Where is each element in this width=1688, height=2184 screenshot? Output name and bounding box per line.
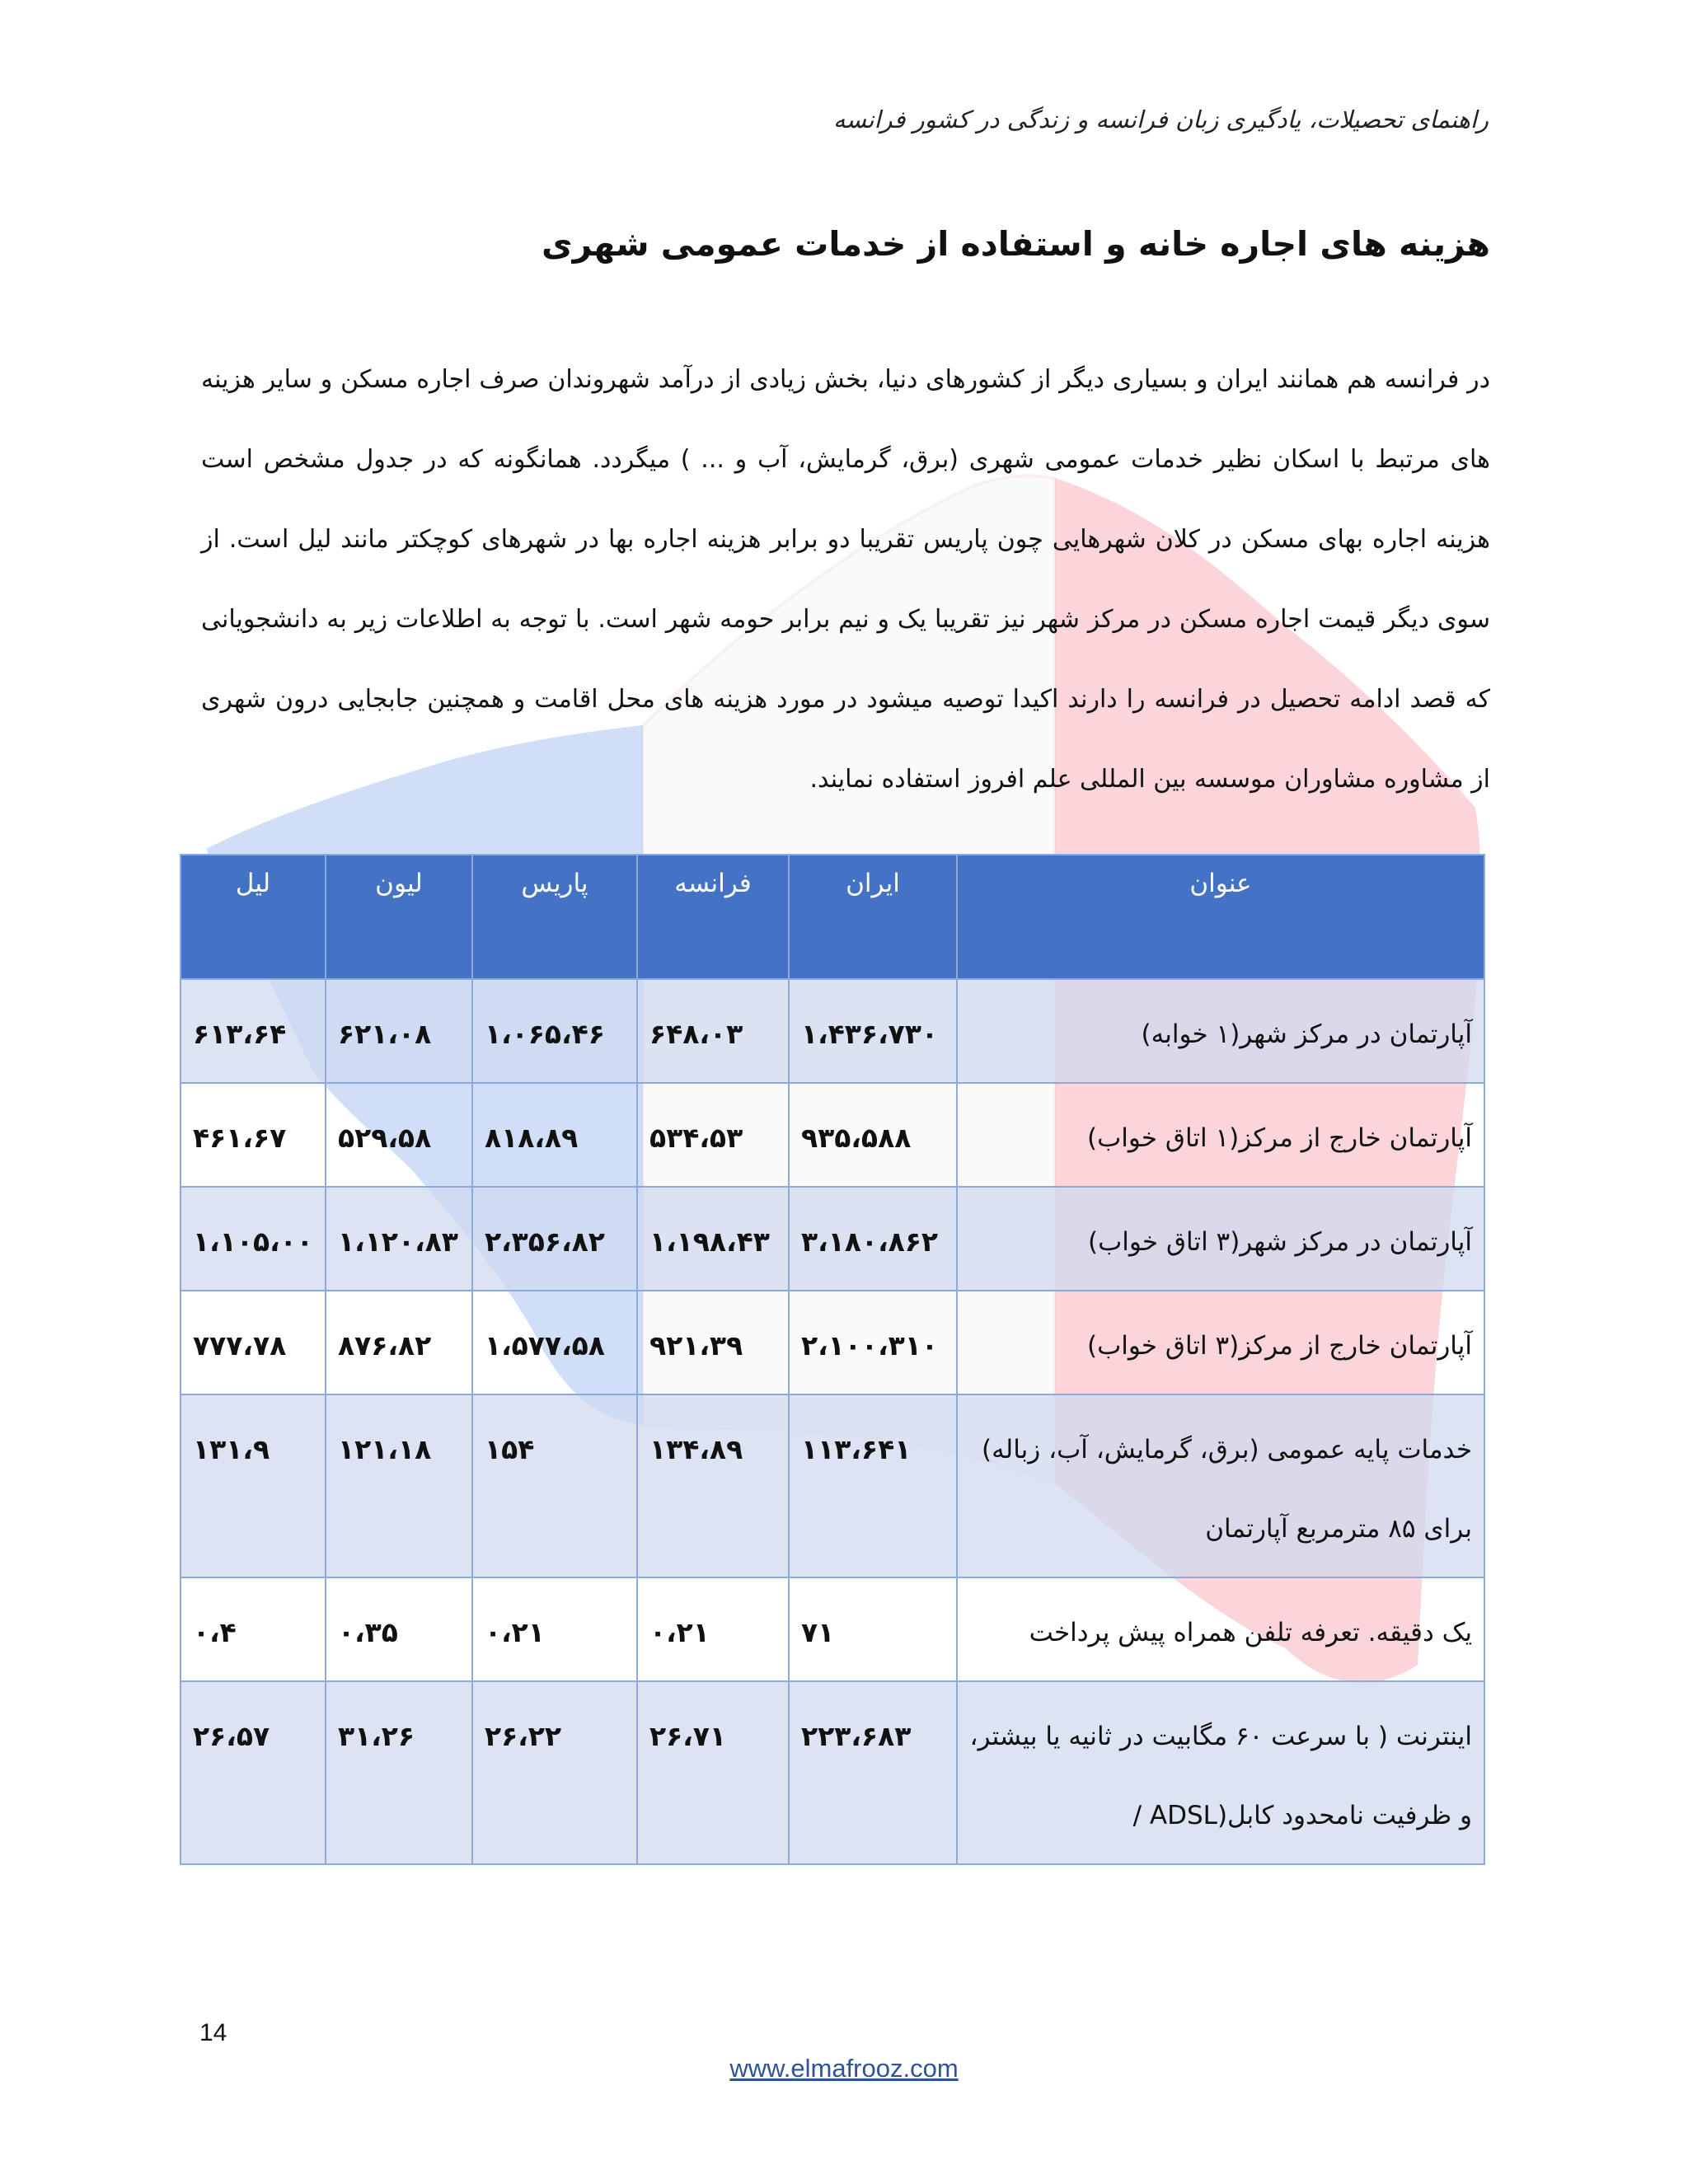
header-france: فرانسه — [637, 855, 789, 979]
cell-lyon: ۰،۳۵ — [326, 1577, 472, 1681]
table-row — [181, 979, 1484, 1083]
cell-paris: ۲،۳۵۶،۸۲ — [472, 1187, 637, 1291]
cost-comparison-table — [180, 854, 1485, 1865]
cell-france: ۶۴۸،۰۳ — [637, 979, 789, 1083]
header-iran: ایران — [789, 855, 957, 979]
table-row — [181, 1187, 1484, 1291]
table-row — [181, 1083, 1484, 1187]
cell-france: ۱۳۴،۸۹ — [637, 1394, 789, 1577]
cell-france: ۲۶،۷۱ — [637, 1681, 789, 1864]
row-label: آپارتمان خارج از مرکز(۳ اتاق خواب) — [957, 1291, 1484, 1394]
cell-lyon: ۳۱،۲۶ — [326, 1681, 472, 1864]
footer — [0, 2054, 1688, 2083]
row-label: آپارتمان خارج از مرکز(۱ اتاق خواب) — [957, 1083, 1484, 1187]
body-paragraph — [201, 340, 1490, 819]
row-label — [957, 1681, 1484, 1864]
cell-lille: ۱۳۱،۹ — [181, 1394, 326, 1577]
page-header: راهنمای تحصیلات، یادگیری زبان فرانسه و زندگی در کشور فرانسه — [833, 105, 1489, 134]
cell-lille: ۲۶،۵۷ — [181, 1681, 326, 1864]
website-link[interactable]: www.elmafrooz.com — [729, 2054, 959, 2083]
page-number: 14 — [199, 2019, 227, 2046]
cell-iran: ۱۱۳،۶۴۱ — [789, 1394, 957, 1577]
cell-paris: ۸۱۸،۸۹ — [472, 1083, 637, 1187]
header-paris: پاریس — [472, 855, 637, 979]
row-label-text: اینترنت ( با سرعت ۶۰ مگابیت در ثانیه یا بیشتر، و ظرفیت نامحدود کابل(ADSL / — [969, 1722, 1472, 1830]
cell-france: ۵۳۴،۵۳ — [637, 1083, 789, 1187]
table-row — [181, 1681, 1484, 1864]
section-title: هزینه های اجاره خانه و استفاده از خدمات عمومی شهری — [542, 224, 1490, 264]
cell-lille: ۴۶۱،۶۷ — [181, 1083, 326, 1187]
cell-lille: ۷۷۷،۷۸ — [181, 1291, 326, 1394]
cell-france: ۰،۲۱ — [637, 1577, 789, 1681]
cell-iran: ۱،۴۳۶،۷۳۰ — [789, 979, 957, 1083]
cell-iran: ۷۱ — [789, 1577, 957, 1681]
cell-lyon: ۸۷۶،۸۲ — [326, 1291, 472, 1394]
cell-paris: ۱۵۴ — [472, 1394, 637, 1577]
table-row — [181, 1291, 1484, 1394]
cell-iran: ۲،۱۰۰،۳۱۰ — [789, 1291, 957, 1394]
cell-lyon: ۵۲۹،۵۸ — [326, 1083, 472, 1187]
header-lille: لیل — [181, 855, 326, 979]
cell-france: ۱،۱۹۸،۴۳ — [637, 1187, 789, 1291]
cell-lyon: ۶۲۱،۰۸ — [326, 979, 472, 1083]
row-label: آپارتمان در مرکز شهر(۳ اتاق خواب) — [957, 1187, 1484, 1291]
row-label — [957, 1394, 1484, 1577]
cell-lyon: ۱۲۱،۱۸ — [326, 1394, 472, 1577]
cell-iran: ۹۳۵،۵۸۸ — [789, 1083, 957, 1187]
table-row — [181, 1577, 1484, 1681]
header-title: عنوان — [957, 855, 1484, 979]
cell-lille: ۱،۱۰۵،۰۰ — [181, 1187, 326, 1291]
table-header-row — [181, 855, 1484, 979]
cell-lyon: ۱،۱۲۰،۸۳ — [326, 1187, 472, 1291]
cell-paris: ۲۶،۲۲ — [472, 1681, 637, 1864]
cell-paris: ۱،۵۷۷،۵۸ — [472, 1291, 637, 1394]
cell-lille: ۰،۴ — [181, 1577, 326, 1681]
header-lyon: لیون — [326, 855, 472, 979]
table-row — [181, 1394, 1484, 1577]
row-label: یک دقیقه. تعرفه تلفن همراه پیش پرداخت — [957, 1577, 1484, 1681]
row-label: آپارتمان در مرکز شهر(۱ خوابه) — [957, 979, 1484, 1083]
cell-paris: ۱،۰۶۵،۴۶ — [472, 979, 637, 1083]
cell-paris: ۰،۲۱ — [472, 1577, 637, 1681]
cell-france: ۹۲۱،۳۹ — [637, 1291, 789, 1394]
row-label-text: خدمات پایه عمومی (برق، گرمایش، آب، زباله) برای ۸۵ مترمربع آپارتمان — [982, 1435, 1472, 1544]
cell-lille: ۶۱۳،۶۴ — [181, 979, 326, 1083]
paragraph-text: در فرانسه هم همانند ایران و بسیاری دیگر از کشورهای دنیا، بخش زیادی از درآمد شهروندان صرف اجاره مسکن و سایر هزینه های مرتبط با اسکان نظیر خدمات عمومی شهری (برق، گرمایش، آب و ... ) میگردد. همانگونه که در جدول مشخص است هزینه اجاره بهای مسکن در کلان شهرهایی چون پاریس تقریبا دو برابر هزینه اجاره بها در شهرهای کوچکتر مانند لیل است. از سوی دیگر قیمت اجاره مسکن در مرکز شهر نیز تقریبا یک و نیم برابر حومه شهر است. با توجه به اطلاعات زیر به دانشجویانی که قصد ادامه تحصیل در فرانسه را دارند اکیدا توصیه میشود در مورد هزینه های محل اقامت و همچنین جابجایی درون شهری از مشاوره مشاوران موسسه بین المللی علم افروز استفاده نمایند. — [201, 365, 1490, 794]
cell-iran: ۳،۱۸۰،۸۶۲ — [789, 1187, 957, 1291]
cell-iran: ۲۲۳،۶۸۳ — [789, 1681, 957, 1864]
